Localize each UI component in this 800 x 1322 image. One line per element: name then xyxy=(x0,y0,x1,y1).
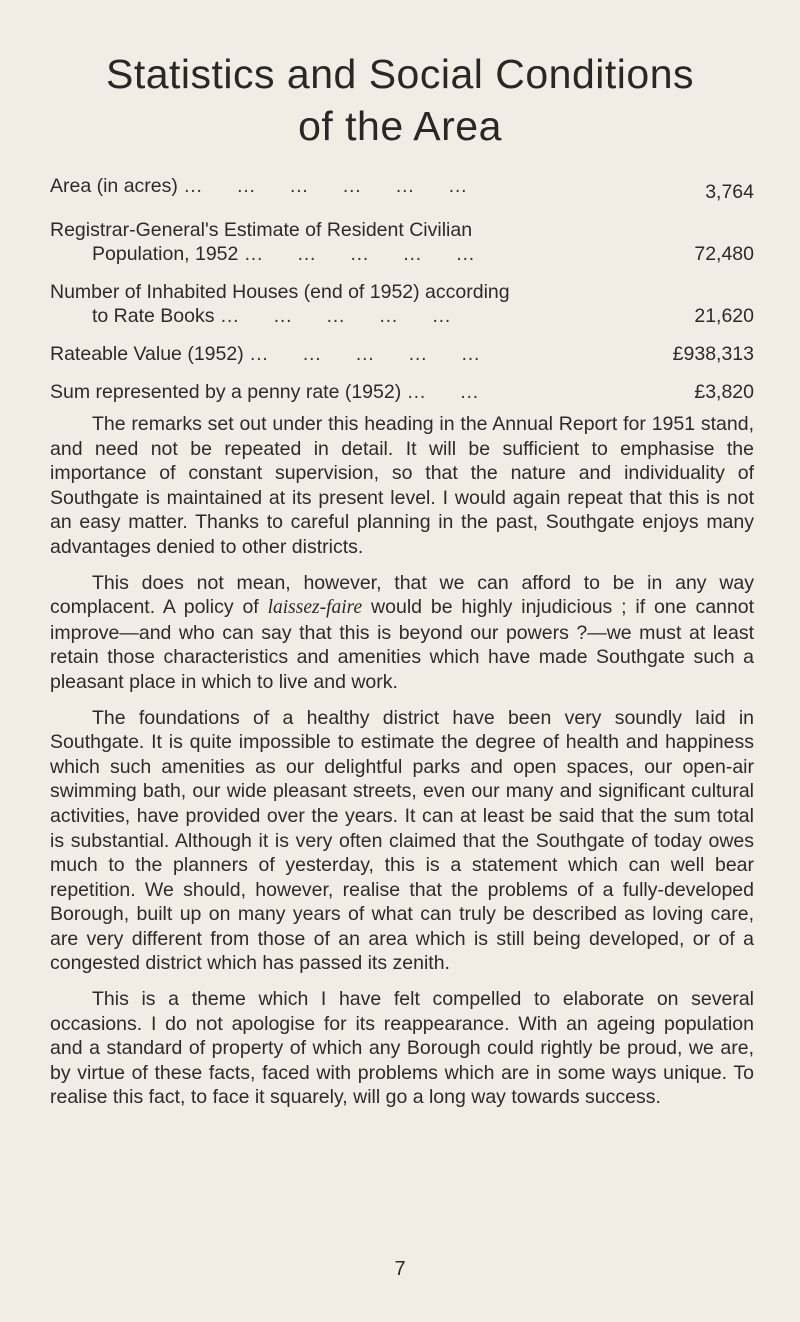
leader-dots: … … … … … xyxy=(243,243,489,265)
stat-row-penny-rate xyxy=(50,380,754,404)
stat-label-continued: Population, 1952 … … … … … xyxy=(92,243,489,265)
page-number: 7 xyxy=(394,1258,406,1280)
stat-value: £938,313 xyxy=(672,343,754,365)
leader-dots: … … … … … xyxy=(249,343,495,365)
body-text xyxy=(50,412,754,1121)
leader-dots: … … … … … … xyxy=(183,175,482,197)
stat-row-rateable-value xyxy=(50,342,754,366)
stat-value: 21,620 xyxy=(694,305,754,327)
stat-label: Registrar-General's Estimate of Resident Civilian xyxy=(50,219,473,241)
title-line-1: Statistics and Social Conditions xyxy=(105,51,695,97)
paragraph-3: The foundations of a healthy district have been very soundly laid in Southgate. It is quite impossible to estimate the degree of health and happiness which such amenities as our delightful parks and open spaces, our open-air swimming bath, our wide pleasant streets, even our many and significant cultural activities, have provided over the years. It can at least be said that the sum total is substantial. Although it is very often claimed that the Southgate of today owes much to the planners of yesterday, this is a statement which can well bear repetition. We should, however, realise that the problems of a fully-developed Borough, built up on many years of what can truly be described as loving care, are very different from those of an area which is still being developed, or of a congested district which has passed its zenith. xyxy=(50,706,754,975)
stat-value: 72,480 xyxy=(694,243,754,265)
stat-label: Sum represented by a penny rate (1952) … … xyxy=(50,381,494,403)
stat-label-continued: to Rate Books … … … … … xyxy=(92,305,466,327)
stat-label: Rateable Value (1952) … … … … … xyxy=(50,343,495,365)
stat-value: 3,764 xyxy=(705,181,754,203)
leader-dots: … … … … … xyxy=(219,305,466,327)
paragraph-4: This is a theme which I have felt compelled to elaborate on several occasions. I do not apologise for its reappearance. With an ageing population and a standard of property of which any Borough could rightly be proud, we are, by virtue of these facts, faced with problems which are in some ways unique. To realise this fact, to face it squarely, will go a long way towards success. xyxy=(50,988,754,1109)
italic-term: laissez-faire xyxy=(267,597,363,619)
paragraph-2: This does not mean, however, that we can afford to be in any way complacent. A policy of laissez-faire would be highly injudicious ; if one cannot improve—and who can say that this is beyond our powers ?—we must at least retain those characteristics and amenities which have made Southgate such a pleasant place in which to live and work. xyxy=(50,571,754,693)
stat-value: £3,820 xyxy=(694,381,754,403)
stat-row-population xyxy=(50,218,754,266)
stat-label: Area (in acres) … … … … … … xyxy=(50,175,482,197)
leader-dots: … … xyxy=(406,381,494,403)
stat-label: Number of Inhabited Houses (end of 1952) according xyxy=(50,281,510,303)
stat-row-houses xyxy=(50,280,754,328)
statistics-table xyxy=(50,174,754,404)
paragraph-1: The remarks set out under this heading in the Annual Report for 1951 stand, and need not be repeated in detail. It will be sufficient to emphasise the importance of constant supervision, so that the nature and individuality of Southgate is maintained at its present level. I would again repeat that this is not an easy matter. Thanks to careful planning in the past, Southgate enjoys many advantages denied to other districts. xyxy=(50,413,754,558)
title-line-2: of the Area xyxy=(298,103,502,149)
stat-row-area xyxy=(50,174,754,204)
page-title xyxy=(0,48,800,152)
